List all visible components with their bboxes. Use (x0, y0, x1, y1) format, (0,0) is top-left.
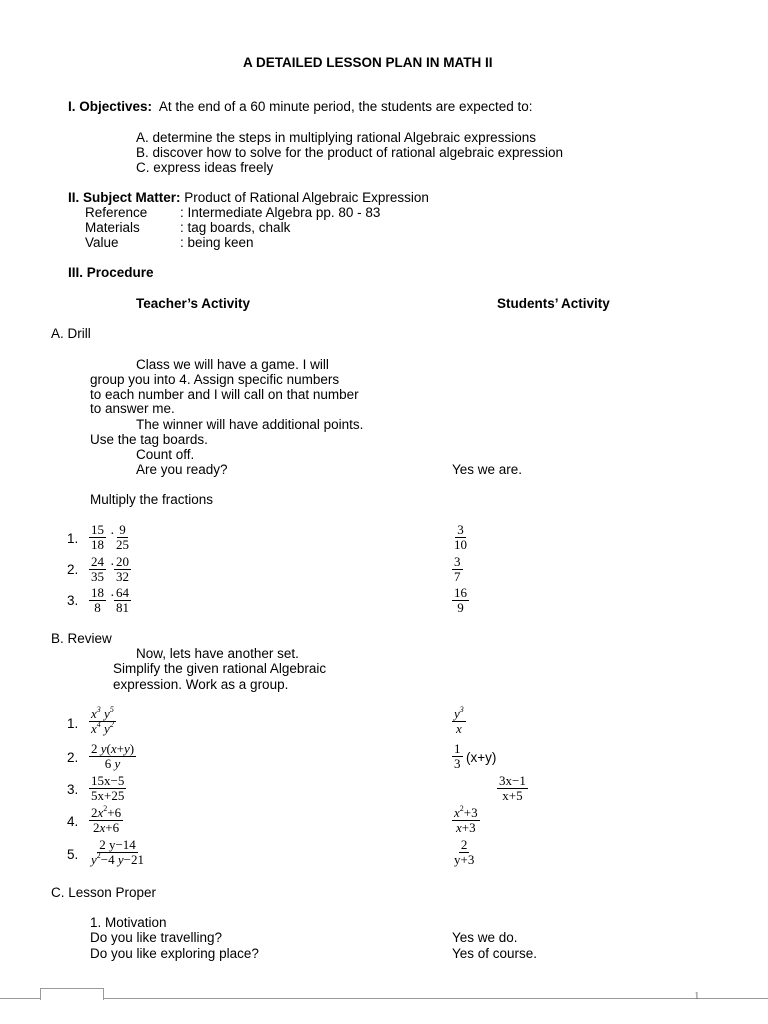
drill-line: Are you ready? (136, 462, 228, 477)
answer-fraction: $\frac{3}{7}$ (454, 554, 461, 584)
fraction: $\frac{15}{18}$ (91, 522, 104, 552)
motivation-answer: Yes of course. (452, 946, 538, 961)
page-footer-line (0, 998, 768, 999)
subject-heading (68, 190, 429, 206)
fraction: $\frac{9}{25}$ (116, 522, 129, 552)
drill-instruction: Multiply the fractions (90, 492, 214, 507)
drill-answer: Yes we are. (452, 462, 523, 477)
subject-value: : tag boards, chalk (180, 220, 291, 235)
footer-tab (40, 988, 104, 1000)
review-line: Simplify the given rational Algebraic (113, 661, 327, 676)
drill-line: to answer me. (90, 401, 175, 416)
item-number: 2. (67, 750, 79, 765)
fraction: $\frac{24}{35}$ (91, 554, 104, 584)
expression: $\frac{x^3 y^5}{x^4 y^2}$ (91, 705, 114, 736)
objectives-label: I. Objectives: (68, 99, 153, 114)
motivation-heading: 1. Motivation (90, 915, 167, 930)
answer-expression: $\frac{x^2+3}{x+3}$ (454, 804, 478, 835)
objectives-heading (68, 99, 533, 115)
item-number: 1. (67, 531, 79, 546)
multiply-dot: · (110, 558, 115, 573)
objective-item: C. express ideas freely (136, 160, 274, 175)
fraction: $\frac{20}{32}$ (116, 554, 129, 584)
objective-item: A. determine the steps in multiplying rational Algebraic expressions (136, 130, 536, 145)
item-number: 5. (67, 847, 79, 862)
item-number: 3. (67, 593, 79, 608)
teacher-activity-heading: Teacher’s Activity (136, 296, 251, 311)
fraction: $\frac{18}{8}$ (91, 585, 104, 615)
subject-key: Reference (85, 205, 148, 220)
drill-line: Count off. (136, 447, 195, 462)
answer-fraction: $\frac{16}{9}$ (454, 585, 467, 615)
fraction: $\frac{64}{81}$ (116, 585, 129, 615)
answer-fraction: $\frac{1}{3}$ (454, 741, 461, 771)
multiply-dot: · (110, 589, 115, 604)
lesson-heading: C. Lesson Proper (51, 885, 157, 900)
motivation-answer: Yes we do. (452, 930, 518, 945)
answer-expression: $\frac{3x-1}{x+5}$ (499, 773, 526, 803)
drill-line: Use the tag boards. (90, 432, 208, 447)
motivation-question: Do you like exploring place? (90, 946, 259, 961)
expression: $\frac{2 y(x+y)}{6 y}$ (91, 741, 135, 771)
objective-item: B. discover how to solve for the product of rational algebraic expression (136, 145, 563, 160)
expression: $\frac{2 y-14}{y^2-4 y-21}$ (91, 837, 144, 867)
subject-key: Materials (85, 220, 140, 235)
item-number: 2. (67, 562, 79, 577)
document-title: A DETAILED LESSON PLAN IN MATH II (243, 55, 493, 70)
multiply-dot: · (110, 527, 115, 542)
expression: $\frac{15x-5}{5x+25}$ (91, 773, 125, 803)
subject-key: Value (85, 235, 119, 250)
drill-heading: A. Drill (51, 326, 91, 341)
review-heading: B. Review (51, 631, 112, 646)
answer-expression: $\frac{2}{y+3}$ (454, 837, 475, 867)
answer-tail: (x+y) (466, 750, 497, 765)
item-number: 3. (67, 782, 79, 797)
drill-line: Class we will have a game. I will (136, 357, 329, 372)
motivation-question: Do you like travelling? (90, 930, 223, 945)
drill-line: to each number and I will call on that number (90, 387, 359, 402)
expression: $\frac{2x^2+6}{2x+6}$ (91, 804, 122, 835)
subject-value: : being keen (180, 235, 254, 250)
subject-value: : Intermediate Algebra pp. 80 - 83 (180, 205, 381, 220)
drill-line: group you into 4. Assign specific numbers (90, 372, 340, 387)
item-number: 4. (67, 814, 79, 829)
procedure-heading: III. Procedure (68, 265, 154, 280)
review-line: Now, lets have another set. (136, 646, 299, 661)
subject-label: II. Subject Matter: (68, 190, 181, 205)
item-number: 1. (67, 716, 79, 731)
student-activity-heading: Students’ Activity (497, 296, 610, 311)
review-line: expression. Work as a group. (113, 677, 289, 692)
answer-expression: $\frac{y^3}{x}$ (454, 705, 464, 736)
drill-line: The winner will have additional points. (136, 417, 364, 432)
subject-text: Product of Rational Algebraic Expression (184, 190, 429, 205)
page-number: 1 (694, 990, 700, 1002)
answer-fraction: $\frac{3}{10}$ (454, 522, 467, 552)
objectives-text: At the end of a 60 minute period, the students are expected to: (158, 99, 533, 114)
